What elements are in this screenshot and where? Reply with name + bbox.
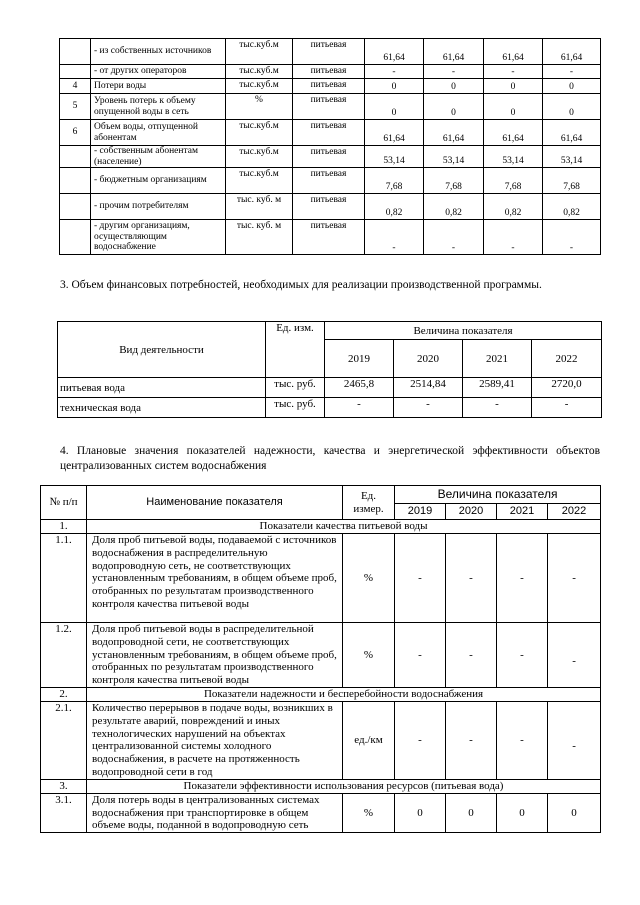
table-row: [58, 398, 602, 418]
year-header: 2021: [463, 340, 532, 378]
unit-cell: тыс. руб.: [266, 398, 325, 418]
value-cell: 53,14: [543, 146, 601, 168]
header-num: № п/п: [41, 486, 87, 520]
unit-cell: %: [343, 534, 395, 623]
value-cell: -: [365, 65, 424, 79]
value-cell: -: [548, 623, 601, 688]
water-type-cell: питьевая: [293, 194, 365, 220]
table-row: [41, 701, 601, 779]
value-cell: 2589,41: [463, 378, 532, 398]
row-number: [60, 194, 91, 220]
water-type-cell: питьевая: [293, 120, 365, 146]
unit-cell: тыс. куб. м: [226, 194, 293, 220]
section-4-heading: 4. Плановые значения показателей надежности, качества и энергетической эффективности объектов централизованных систем водоснабжения: [60, 445, 600, 472]
table-row: [41, 623, 601, 688]
value-cell: 0,82: [365, 194, 424, 220]
row-name: - собственным абонентам (население): [91, 146, 226, 168]
header-activity: Вид деятельности: [58, 322, 266, 378]
water-type-cell: питьевая: [293, 146, 365, 168]
value-cell: 7,68: [365, 168, 424, 194]
row-name: - бюджетным организациям: [91, 168, 226, 194]
value-cell: -: [484, 65, 543, 79]
value-cell: 0: [424, 94, 484, 120]
activity-name: техническая вода: [58, 398, 266, 418]
indicators-table-body: [41, 486, 601, 833]
item-number: 1.1.: [41, 534, 87, 623]
row-number: [60, 168, 91, 194]
value-cell: -: [446, 534, 497, 623]
value-cell: 0: [484, 94, 543, 120]
value-cell: 61,64: [543, 120, 601, 146]
indicator-name: Доля проб питьевой воды, подаваемой с источников водоснабжения в распределительную водопроводную сеть, не соответствующих установленным требованиям, в общем объеме проб, отобранных по результатам производственного контроля качества питьевой воды: [87, 534, 343, 623]
table-row: [60, 39, 601, 65]
section-title: Показатели надежности и бесперебойности водоснабжения: [87, 687, 601, 701]
section-number: 3.: [41, 779, 87, 793]
value-cell: -: [543, 220, 601, 255]
table-row: [60, 168, 601, 194]
year-header: 2021: [497, 504, 548, 520]
value-cell: 61,64: [365, 120, 424, 146]
table-row: [60, 120, 601, 146]
value-cell: -: [548, 534, 601, 623]
year-header: 2022: [548, 504, 601, 520]
section-title: Показатели эффективности использования ресурсов (питьевая вода): [87, 779, 601, 793]
value-cell: -: [532, 398, 602, 418]
indicator-name: Доля проб питьевой воды в распределительной водопроводной сети, не соответствующих установленным требованиям, в общем объеме проб, отобранных по результатам производственного контроля качества питьевой воды: [87, 623, 343, 688]
unit-cell: тыс.куб.м: [226, 39, 293, 65]
value-cell: 53,14: [424, 146, 484, 168]
value-cell: 0: [543, 79, 601, 94]
unit-cell: тыс. руб.: [266, 378, 325, 398]
header-unit: Ед. изм.: [266, 322, 325, 378]
row-number: [60, 146, 91, 168]
section-row: [41, 687, 601, 701]
header-value: Величина показателя: [325, 322, 602, 340]
value-cell: -: [394, 398, 463, 418]
row-name: - прочим потребителям: [91, 194, 226, 220]
value-cell: 61,64: [484, 39, 543, 65]
year-header: 2019: [325, 340, 394, 378]
indicator-name: Количество перерывов в подаче воды, возникших в результате аварий, повреждений и иных технологических нарушений на объектах централизованной системы холодного водоснабжения, в расчете на протяженность водопроводной сети в год: [87, 701, 343, 779]
value-cell: 0,82: [484, 194, 543, 220]
row-name: Уровень потерь к объему опущенной воды в сеть: [91, 94, 226, 120]
table-row: [60, 194, 601, 220]
value-cell: -: [497, 534, 548, 623]
value-cell: 0: [446, 793, 497, 832]
value-cell: -: [424, 220, 484, 255]
row-number: 5: [60, 94, 91, 120]
section-row: [41, 779, 601, 793]
item-number: 2.1.: [41, 701, 87, 779]
unit-cell: %: [343, 623, 395, 688]
unit-cell: тыс. куб. м: [226, 220, 293, 255]
water-type-cell: питьевая: [293, 79, 365, 94]
table-row: [60, 220, 601, 255]
value-cell: -: [395, 534, 446, 623]
unit-cell: тыс.куб.м: [226, 79, 293, 94]
water-type-cell: питьевая: [293, 94, 365, 120]
row-number: 6: [60, 120, 91, 146]
header-unit: Ед. измер.: [343, 486, 395, 520]
value-cell: -: [484, 220, 543, 255]
unit-cell: ед./км: [343, 701, 395, 779]
item-number: 1.2.: [41, 623, 87, 688]
unit-cell: %: [226, 94, 293, 120]
value-cell: -: [543, 65, 601, 79]
row-name: - из собственных источников: [91, 39, 226, 65]
value-cell: -: [365, 220, 424, 255]
section-3-heading: 3. Объем финансовых потребностей, необходимых для реализации производственной программы.: [60, 279, 542, 291]
value-cell: -: [446, 701, 497, 779]
header-name: Наименование показателя: [87, 486, 343, 520]
header-value: Величина показателя: [395, 486, 601, 504]
row-number: [60, 39, 91, 65]
water-type-cell: питьевая: [293, 168, 365, 194]
value-cell: 61,64: [424, 39, 484, 65]
section-number: 1.: [41, 520, 87, 534]
year-header: 2022: [532, 340, 602, 378]
value-cell: 0: [548, 793, 601, 832]
table-row: [41, 534, 601, 623]
value-cell: 0: [365, 94, 424, 120]
water-type-cell: питьевая: [293, 65, 365, 79]
unit-cell: тыс.куб.м: [226, 120, 293, 146]
section-number: 2.: [41, 687, 87, 701]
row-name: Объем воды, отпущенной абонентам: [91, 120, 226, 146]
value-cell: 53,14: [365, 146, 424, 168]
financial-needs-table: [57, 321, 602, 418]
value-cell: 61,64: [484, 120, 543, 146]
value-cell: -: [395, 701, 446, 779]
value-cell: -: [548, 701, 601, 779]
row-number: [60, 65, 91, 79]
value-cell: 61,64: [365, 39, 424, 65]
water-balance-table-body: [60, 39, 601, 255]
row-number: 4: [60, 79, 91, 94]
value-cell: 0: [365, 79, 424, 94]
table-row: [60, 65, 601, 79]
unit-cell: тыс.куб.м: [226, 168, 293, 194]
value-cell: 0: [543, 94, 601, 120]
value-cell: 61,64: [424, 120, 484, 146]
table-row: [60, 146, 601, 168]
value-cell: 7,68: [543, 168, 601, 194]
table-row: [58, 378, 602, 398]
year-header: 2020: [446, 504, 497, 520]
section-title: Показатели качества питьевой воды: [87, 520, 601, 534]
water-type-cell: питьевая: [293, 220, 365, 255]
value-cell: -: [395, 623, 446, 688]
value-cell: -: [424, 65, 484, 79]
value-cell: -: [446, 623, 497, 688]
value-cell: 0,82: [543, 194, 601, 220]
indicator-name: Доля потерь воды в централизованных системах водоснабжения при транспортировке в общем объеме воды, поданной в водопроводную сеть: [87, 793, 343, 832]
year-header: 2019: [395, 504, 446, 520]
value-cell: -: [325, 398, 394, 418]
table-row: [60, 94, 601, 120]
value-cell: 0: [395, 793, 446, 832]
value-cell: 7,68: [484, 168, 543, 194]
row-name: Потери воды: [91, 79, 226, 94]
water-balance-table: [59, 38, 601, 255]
indicators-table: [40, 485, 601, 833]
value-cell: -: [463, 398, 532, 418]
value-cell: 0,82: [424, 194, 484, 220]
unit-cell: тыс.куб.м: [226, 146, 293, 168]
row-name: - другим организациям, осуществляющим водоснабжение: [91, 220, 226, 255]
value-cell: 2514,84: [394, 378, 463, 398]
value-cell: -: [497, 623, 548, 688]
table-row: [41, 793, 601, 832]
value-cell: 2720,0: [532, 378, 602, 398]
value-cell: 61,64: [543, 39, 601, 65]
unit-cell: %: [343, 793, 395, 832]
activity-name: питьевая вода: [58, 378, 266, 398]
value-cell: 53,14: [484, 146, 543, 168]
value-cell: 0: [424, 79, 484, 94]
section-row: [41, 520, 601, 534]
year-header: 2020: [394, 340, 463, 378]
row-number: [60, 220, 91, 255]
table-row: [60, 79, 601, 94]
value-cell: 0: [497, 793, 548, 832]
value-cell: 2465,8: [325, 378, 394, 398]
unit-cell: тыс.куб.м: [226, 65, 293, 79]
row-name: - от других операторов: [91, 65, 226, 79]
value-cell: -: [497, 701, 548, 779]
item-number: 3.1.: [41, 793, 87, 832]
value-cell: 0: [484, 79, 543, 94]
water-type-cell: питьевая: [293, 39, 365, 65]
value-cell: 7,68: [424, 168, 484, 194]
